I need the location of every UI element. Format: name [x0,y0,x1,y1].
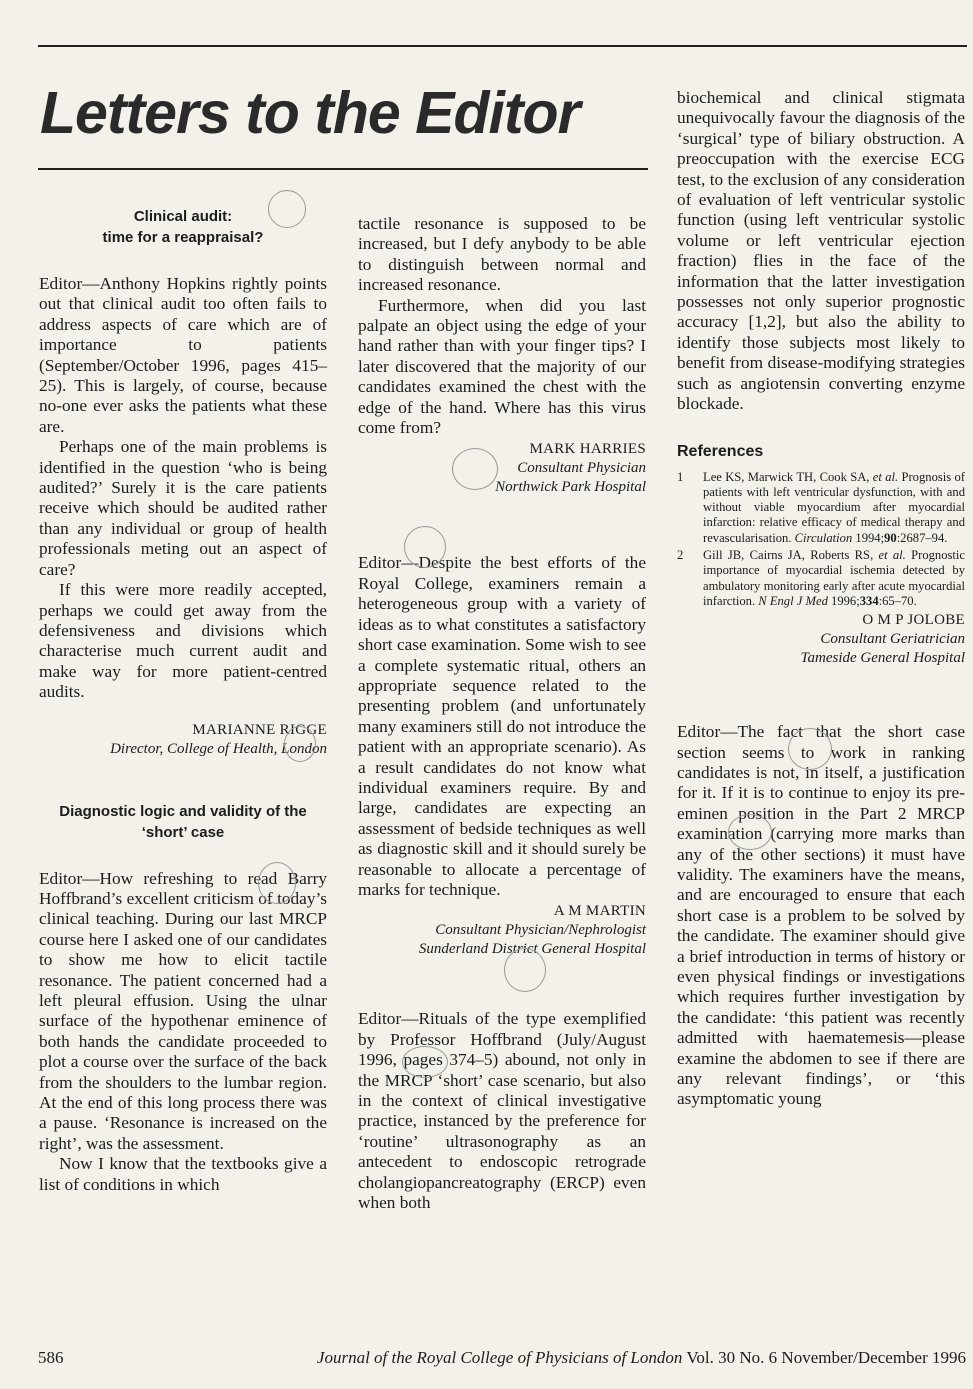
letter-paragraph: biochemical and clinical stigmata unequivocally favour the diagnosis of the ‘surgical’ type of biliary obstruction. A preoccupation with the exercise ECG test, to the exclusion of any consideration of evaluation of left ventricular systolic function (using left ventricular systolic volume or left ventricular ejection fraction) flies in the face of the information that the latter investigation possesses not only superior prognostic accuracy [1,2], but also the ability to identify those subjects most likely to benefit from disease-modifying strategies such as angiotensin converting enzyme blockade. [677,88,965,414]
letter-paragraph: If this were more readily accepted, perhaps we could get away from the defensiveness and divisions which characterise much current audit and make way for more patient-centred audits. [39,580,327,702]
masthead-rule [38,168,648,170]
column-3 [677,88,965,1110]
signature [358,902,646,959]
letter-paragraph: tactile resonance is supposed to be increased, but I defy anybody to be able to distinguish between normal and increased resonance. [358,214,646,295]
annotation-mark [728,814,772,850]
journal-citation: Journal of the Royal College of Physicians of London Vol. 30 No. 6 November/December 1996 [316,1348,966,1367]
signature-title: Consultant Physician [517,460,646,477]
signature-title: Consultant Geriatrician [820,631,965,648]
top-rule [38,45,967,47]
signature-title: Tameside General Hospital [800,650,965,667]
letter-paragraph: Editor—How refreshing to read Barry Hoffbrand’s excellent criticism of today’s clinical teaching. During our last MRCP course here I asked one of our candidates to show me how to elicit tactile resonance. The patient concerned had a left pleural effusion. Using the ulnar surface of the hypothenar eminence of both hands the candidate proceeded to plot a course over the surface of the back from the shoulders to the lumbar region. At the end of this long process there was a pause. ‘Resonance is increased on the right’, was the assessment. [39,868,327,1153]
annotation-mark [504,948,546,992]
signature-title: Consultant Physician/Nephrologist [435,922,646,939]
signature [677,611,965,668]
reference-item: 2 Gill JB, Cairns JA, Roberts RS, et al. Prognostic importance of myocardial ischemia detected by ambulatory monitoring early after acute myocardial infarction. N Engl J Med 1996;334:65–70. [677,547,966,608]
signature [358,440,646,497]
annotation-mark [258,862,296,904]
signature-title: Northwick Park Hospital [495,479,646,496]
annotation-mark [402,1046,448,1078]
signature-title: Director, College of Health, London [110,740,327,757]
letter-heading: Diagnostic logic and validity of the ‘short’ case [59,802,307,841]
reference-item: 1 Lee KS, Marwick TH, Cook SA, et al. Prognosis of patients with left ventricular dysfunction, with and without viable myocardium after myocardial infarction: relative efficacy of medical therapy and revascularisation. Circulation 1994;90:2687–94. [677,469,965,545]
annotation-mark [788,728,832,770]
signature-name: MARK HARRIES [529,441,646,458]
letter-paragraph: Perhaps one of the main problems is identified in the question ‘who is being audited?’ Surely it is the care patients receive which should be audited rather than any individual or group of health professionals meting out an aspect of care? [39,437,327,579]
letter-paragraph: Editor—Rituals of the type exemplified by Professor Hoffbrand (July/August 1996, pages 374–5) abound, not only in the MRCP ‘short’ case scenario, but also in the context of clinical investigative practice, instanced by the preference for ‘routine’ ultrasonography as an antecedent to endoscopic retrograde cholangiopancreatography (ERCP) even when both [358,1009,646,1213]
column-1 [39,206,327,1195]
letter-clinical-audit [39,206,327,759]
annotation-mark [452,448,498,490]
letter-paragraph: Editor—The fact that the short case section seems to work in ranking candidates is not, in itself, a justification for it. If it is to continue to enjoy its pre-eminen position in the Part 2 MRCP examination (carrying more marks than any of the other sections) it must have validity. The examiners have the means, and are encouraged to ensure that each short case is a problem to be solved by the candidate. The examiner should give a brief introduction in terms of history or even physical findings or investigations which requires further investigation by the candidate: ‘this patient was recently admitted with haematemesis—please examine the abdomen to see if there are any relevant findings’, or ‘this asymptomatic young [677,722,965,1109]
signature-name: O M P JOLOBE [862,612,965,629]
letter-paragraph: Editor—Anthony Hopkins rightly points out that clinical audit too often fails to address aspects of care which are of importance to patients (September/October 1996, pages 415–25). This is largely, of course, because no-one ever asks the patients what these are. [39,274,327,436]
signature-title: Sunderland District General Hospital [418,941,646,958]
annotation-mark [284,726,316,762]
references-heading: References [677,442,764,460]
page-footer [38,1348,966,1368]
letter-paragraph: Now I know that the textbooks give a list of conditions in which [39,1154,327,1194]
page-number: 586 [38,1348,64,1367]
letter-heading: Clinical audit: time for a reappraisal? [102,208,264,246]
reference-list [677,470,965,610]
annotation-mark [404,526,446,568]
annotation-mark [268,190,306,228]
signature-name: MARIANNE RIGGE [192,721,327,738]
letter-diagnostic-logic [39,801,327,1196]
letter-paragraph: Furthermore, when did you last palpate an object using the edge of your hand rather than with your finger tips? I later discovered that the majority of our candidates examined the chest with the edge of the hand. Where has this virus come from? [358,295,646,438]
signature-name: A M MARTIN [553,903,646,920]
letter-paragraph: Editor—Despite the best efforts of the Royal College, examiners remain a heterogeneous group with a variety of ideas as to what constitutes a satisfactory short case examination. Some wish to see a complete systematic ritual, others an appropriate sequence related to the presenting problem (and unfortunately many examiners still do not introduce the patient with an appropriate scenario). As a result candidates do not know what individual examiners require. By and large, candidates are expecting an assessment of bedside techniques as well as diagnostic skill and it should surely be reasonable to allocate a percentage of marks for technique. [358,553,646,899]
page-title: Letters to the Editor [40,80,580,146]
